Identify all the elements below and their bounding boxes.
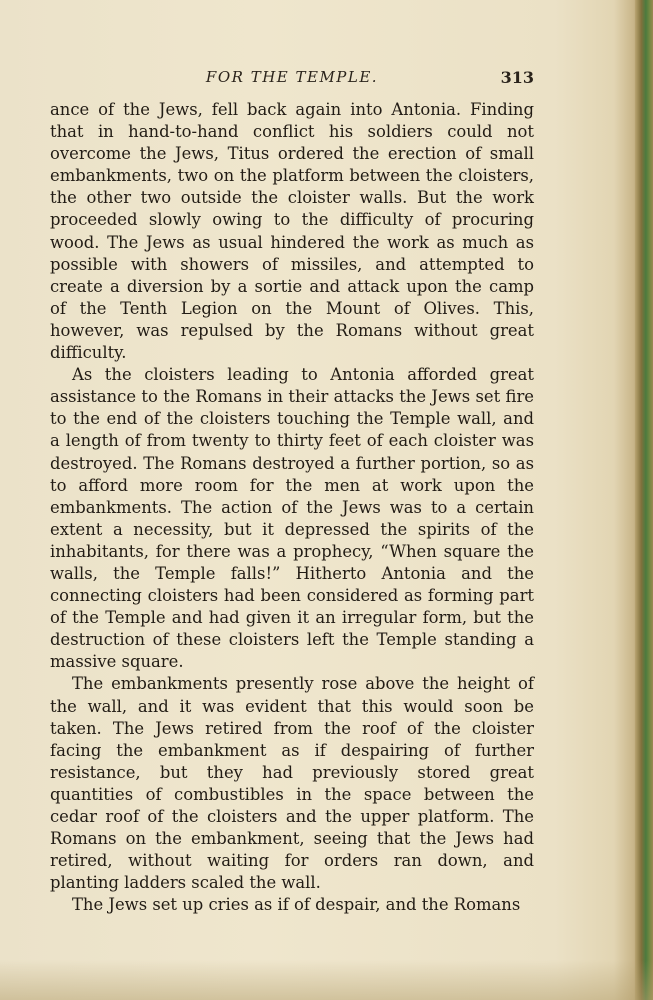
book-edge: [635, 0, 653, 1000]
paragraph-1: ance of the Jews, fell back again into Antonia. Finding that in hand-to-hand conflict his soldiers could not overcome the Jews, Titus ordered the erection of small embankments, two on the platform between the cloisters, the other two outside the cloister walls. But the work proceeded slowly owing to the difficulty of procuring wood. The Jews as usual hindered the work as much as possible with showers of missiles, and attempted to create a diversion by a sortie and attack upon the camp of the Tenth Legion on the Mount of Olives. This, however, was repulsed by the Romans without great difficulty.: [50, 100, 534, 363]
body-text: [50, 99, 534, 916]
running-header: [50, 68, 534, 90]
running-title: FOR THE TEMPLE.: [205, 68, 379, 86]
paragraph-2: As the cloisters leading to Antonia afforded great assistance to the Romans in their attacks the Jews set fire to the end of the cloisters touching the Temple wall, and a length of from twenty to thirty feet of each cloister was destroyed. The Romans destroyed a further portion, so as to afford more room for the men at work upon the embankments. The action of the Jews was to a certain extent a necessity, but it depressed the spirits of the inhabitants, for there was a prophecy, “When square the walls, the Temple falls!” Hitherto Antonia and the connecting cloisters had been considered as forming part of the Temple and had given it an irregular form, but the destruction of these cloisters left the Temple standing a massive square.: [50, 365, 534, 672]
page-number: 313: [500, 68, 534, 87]
page-shadow: [0, 960, 653, 1000]
paragraph-4: The Jews set up cries as if of despair, and the Romans: [72, 895, 521, 915]
paragraph-3: The embankments presently rose above the height of the wall, and it was evident that this would soon be taken. The Jews retired from the roof of the cloister facing the embankment as if despairing of further resistance, but they had previously stored great quantities of combustibles in the space between the cedar roof of the cloisters and the upper platform. The Romans on the embankment, seeing that the Jews had retired, without waiting for orders ran down, and planting ladders scaled the wall.: [50, 674, 534, 893]
